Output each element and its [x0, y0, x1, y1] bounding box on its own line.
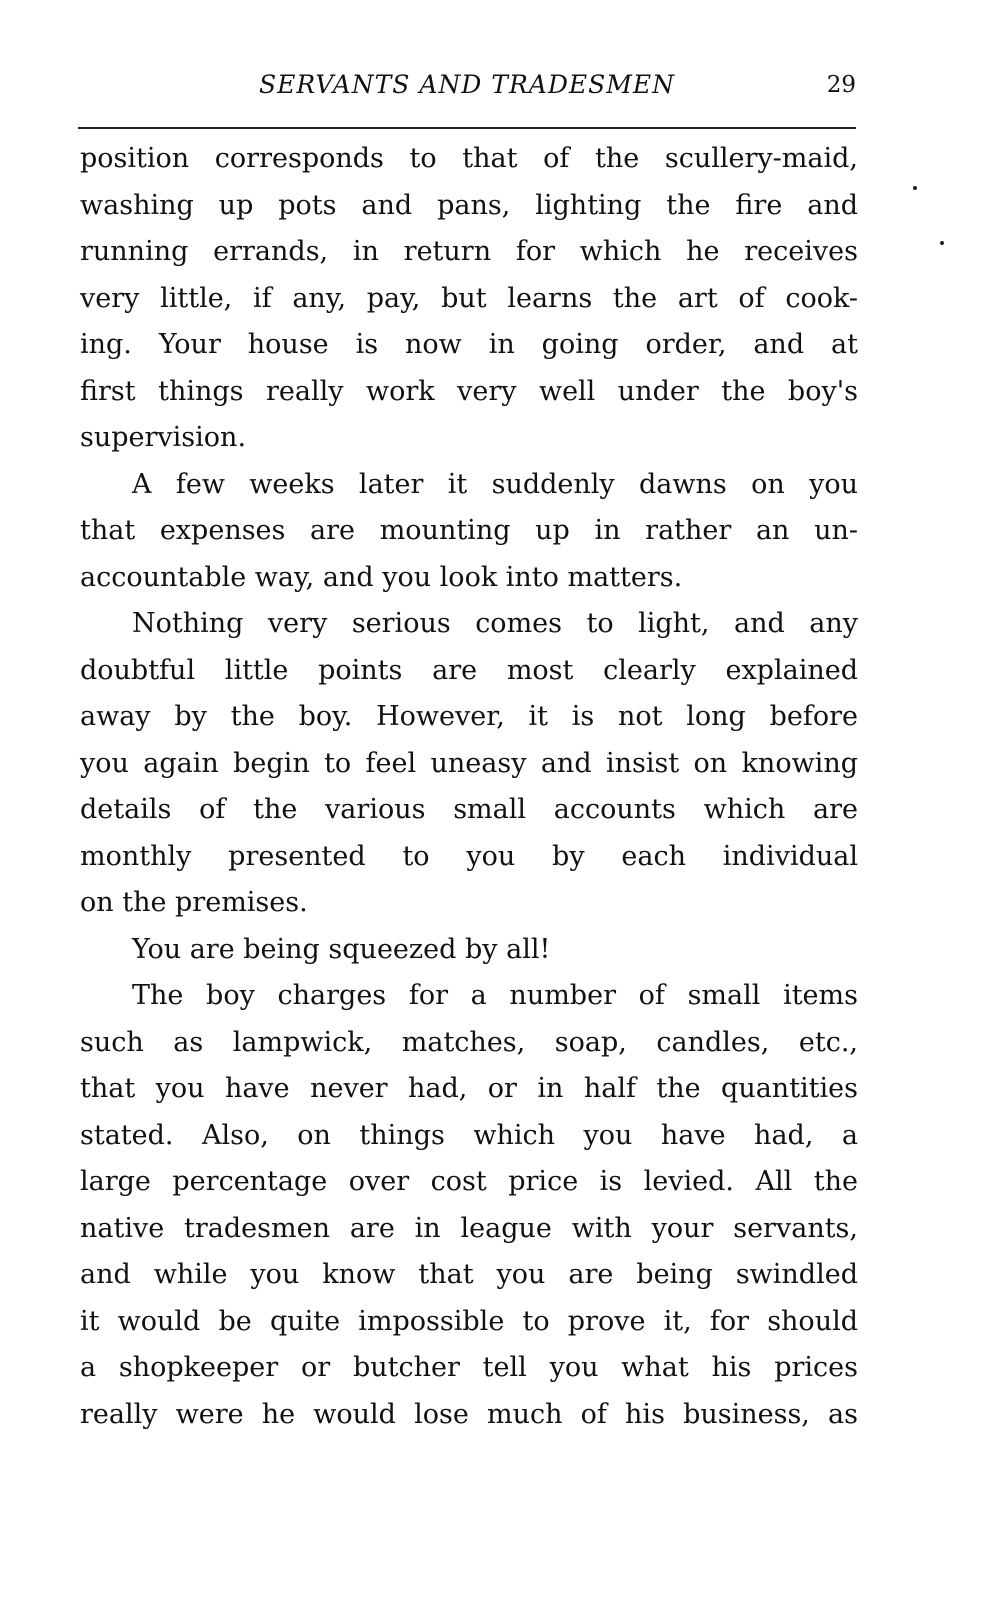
text-line: a shopkeeper or butcher tell you what his prices	[80, 1352, 858, 1383]
text-line: A few weeks later it suddenly dawns on you	[132, 468, 858, 500]
text-line: position corresponds to that of the scullery-maid,	[80, 143, 858, 174]
page-header	[78, 70, 856, 110]
text-line: running errands, in return for which he receives	[80, 236, 858, 267]
text-line: large percentage over cost price is levied. All the	[80, 1166, 858, 1197]
page-number: 29	[826, 72, 856, 98]
body-text	[80, 136, 858, 1438]
ink-speck	[913, 186, 917, 190]
text-line: stated. Also, on things which you have had, a	[80, 1119, 858, 1151]
text-line: Nothing very serious comes to light, and any	[132, 608, 858, 639]
text-line: washing up pots and pans, lighting the fire and	[80, 189, 858, 221]
running-head: SERVANTS AND TRADESMEN	[259, 70, 675, 99]
text-line: away by the boy. However, it is not long before	[80, 701, 858, 732]
header-rule	[78, 127, 856, 129]
text-line: native tradesmen are in league with your servants,	[80, 1212, 858, 1244]
text-line: doubtful little points are most clearly explained	[80, 654, 858, 686]
text-line: such as lampwick, matches, soap, candles, etc.,	[80, 1026, 858, 1058]
text-line: monthly presented to you by each individual	[80, 840, 858, 872]
text-line: really were he would lose much of his business, as	[80, 1398, 858, 1430]
text-line: very little, if any, pay, but learns the art of cook-	[80, 282, 858, 314]
text-line: you again begin to feel uneasy and insist on knowing	[80, 747, 858, 779]
text-line: that you have never had, or in half the quantities	[80, 1073, 858, 1104]
text-line: ing. Your house is now in going order, and at	[80, 329, 858, 360]
text-line: first things really work very well under the boy's	[80, 375, 858, 407]
text-line: The boy charges for a number of small items	[132, 980, 858, 1011]
text-line: that expenses are mounting up in rather an un-	[80, 515, 858, 546]
text-line: on the premises.	[80, 887, 308, 918]
ink-speck	[940, 241, 944, 245]
text-line: accountable way, and you look into matters.	[80, 561, 683, 593]
text-line: and while you know that you are being swindled	[80, 1259, 858, 1290]
text-line: supervision.	[80, 422, 247, 453]
text-line: You are being squeezed by all!	[132, 933, 551, 965]
text-line: it would be quite impossible to prove it, for should	[80, 1305, 858, 1337]
text-line: details of the various small accounts which are	[80, 794, 858, 825]
